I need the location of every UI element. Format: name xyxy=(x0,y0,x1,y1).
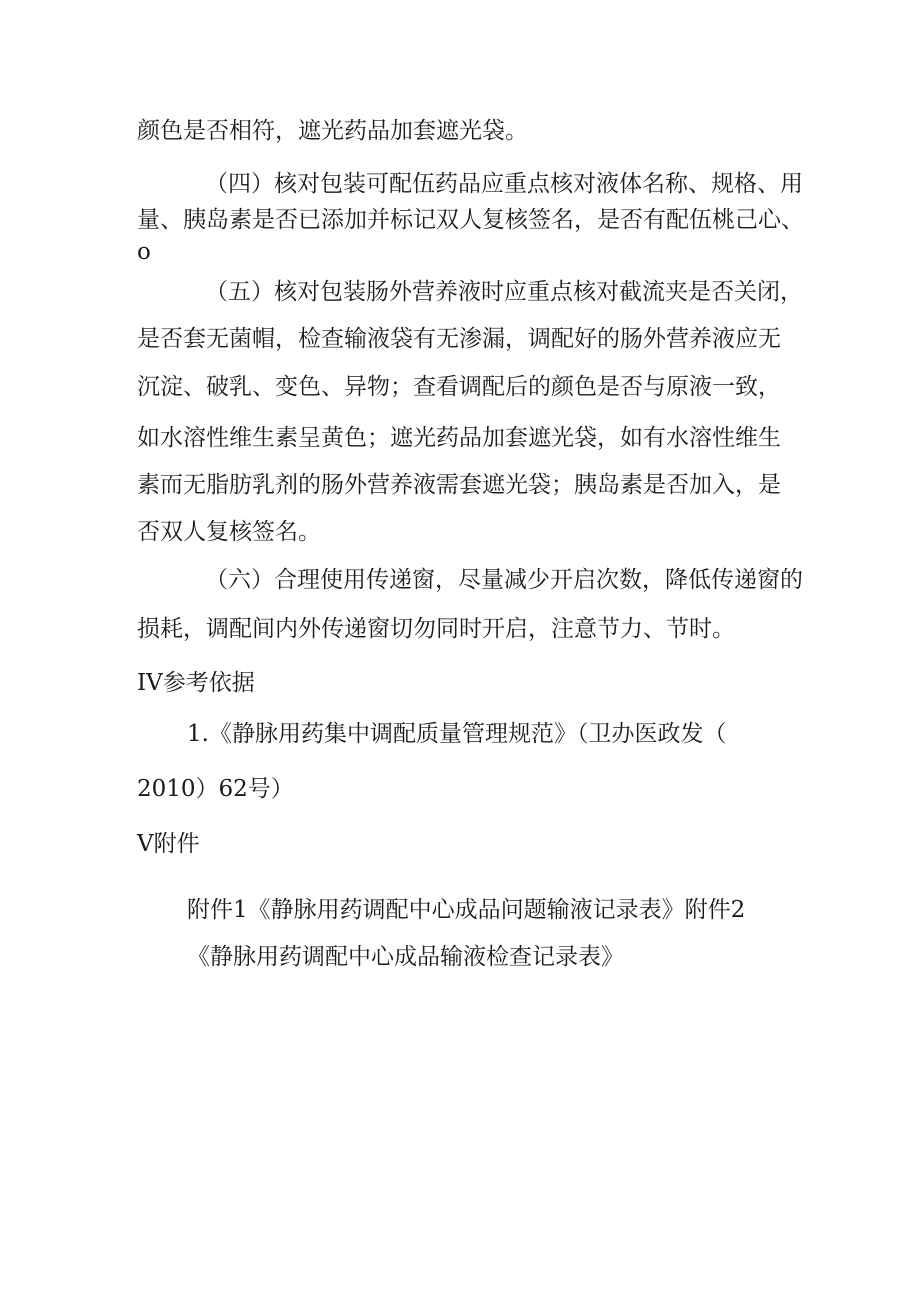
paragraph-6-line-2: 损耗，调配间内外传递窗切勿同时开启，注意节力、节时。 xyxy=(137,616,735,642)
paragraph-5-line-2: 是否套无菌帽，检查输液袋有无渗漏，调配好的肠外营养液应无 xyxy=(137,326,781,352)
paragraph-5-line-3: 沉淀、破乳、变色、异物；查看调配后的颜色是否与原液一致， xyxy=(137,374,781,400)
paragraph-4-line-1: （四）核对包装可配伍药品应重点核对液体名称、规格、用 xyxy=(205,171,803,197)
section-v-heading: V附件 xyxy=(137,831,200,857)
paragraph-5-line-6: 否双人复核签名。 xyxy=(137,519,321,545)
reference-line-1: 1.《静脉用药集中调配质量管理规范》（卫办医政发（ xyxy=(187,721,727,747)
reference-line-2: 2010）62号） xyxy=(137,776,294,802)
attachment-line-2: 《静脉用药调配中心成品输液检查记录表》 xyxy=(187,944,624,970)
attachment-line-1: 附件1《静脉用药调配中心成品问题输液记录表》附件2 xyxy=(187,897,746,923)
paragraph-4-line-3: o xyxy=(137,239,151,265)
paragraph-5-line-1: （五）核对包装肠外营养液时应重点核对截流夹是否关闭， xyxy=(205,279,803,305)
paragraph-5-line-5: 素而无脂肪乳剂的肠外营养液需套遮光袋；胰岛素是否加入，是 xyxy=(137,472,781,498)
paragraph-6-line-1: （六）合理使用传递窗，尽量减少开启次数，降低传递窗的 xyxy=(205,567,803,593)
section-iv-heading: IV参考依据 xyxy=(137,670,255,696)
paragraph-3-tail-line-1: 颜色是否相符，遮光药品加套遮光袋。 xyxy=(137,118,528,144)
paragraph-4-line-2: 量、胰岛素是否已添加并标记双人复核签名，是否有配伍桃己心、 xyxy=(137,207,804,233)
paragraph-5-line-4: 如水溶性维生素呈黄色；遮光药品加套遮光袋，如有水溶性维生 xyxy=(137,425,781,451)
